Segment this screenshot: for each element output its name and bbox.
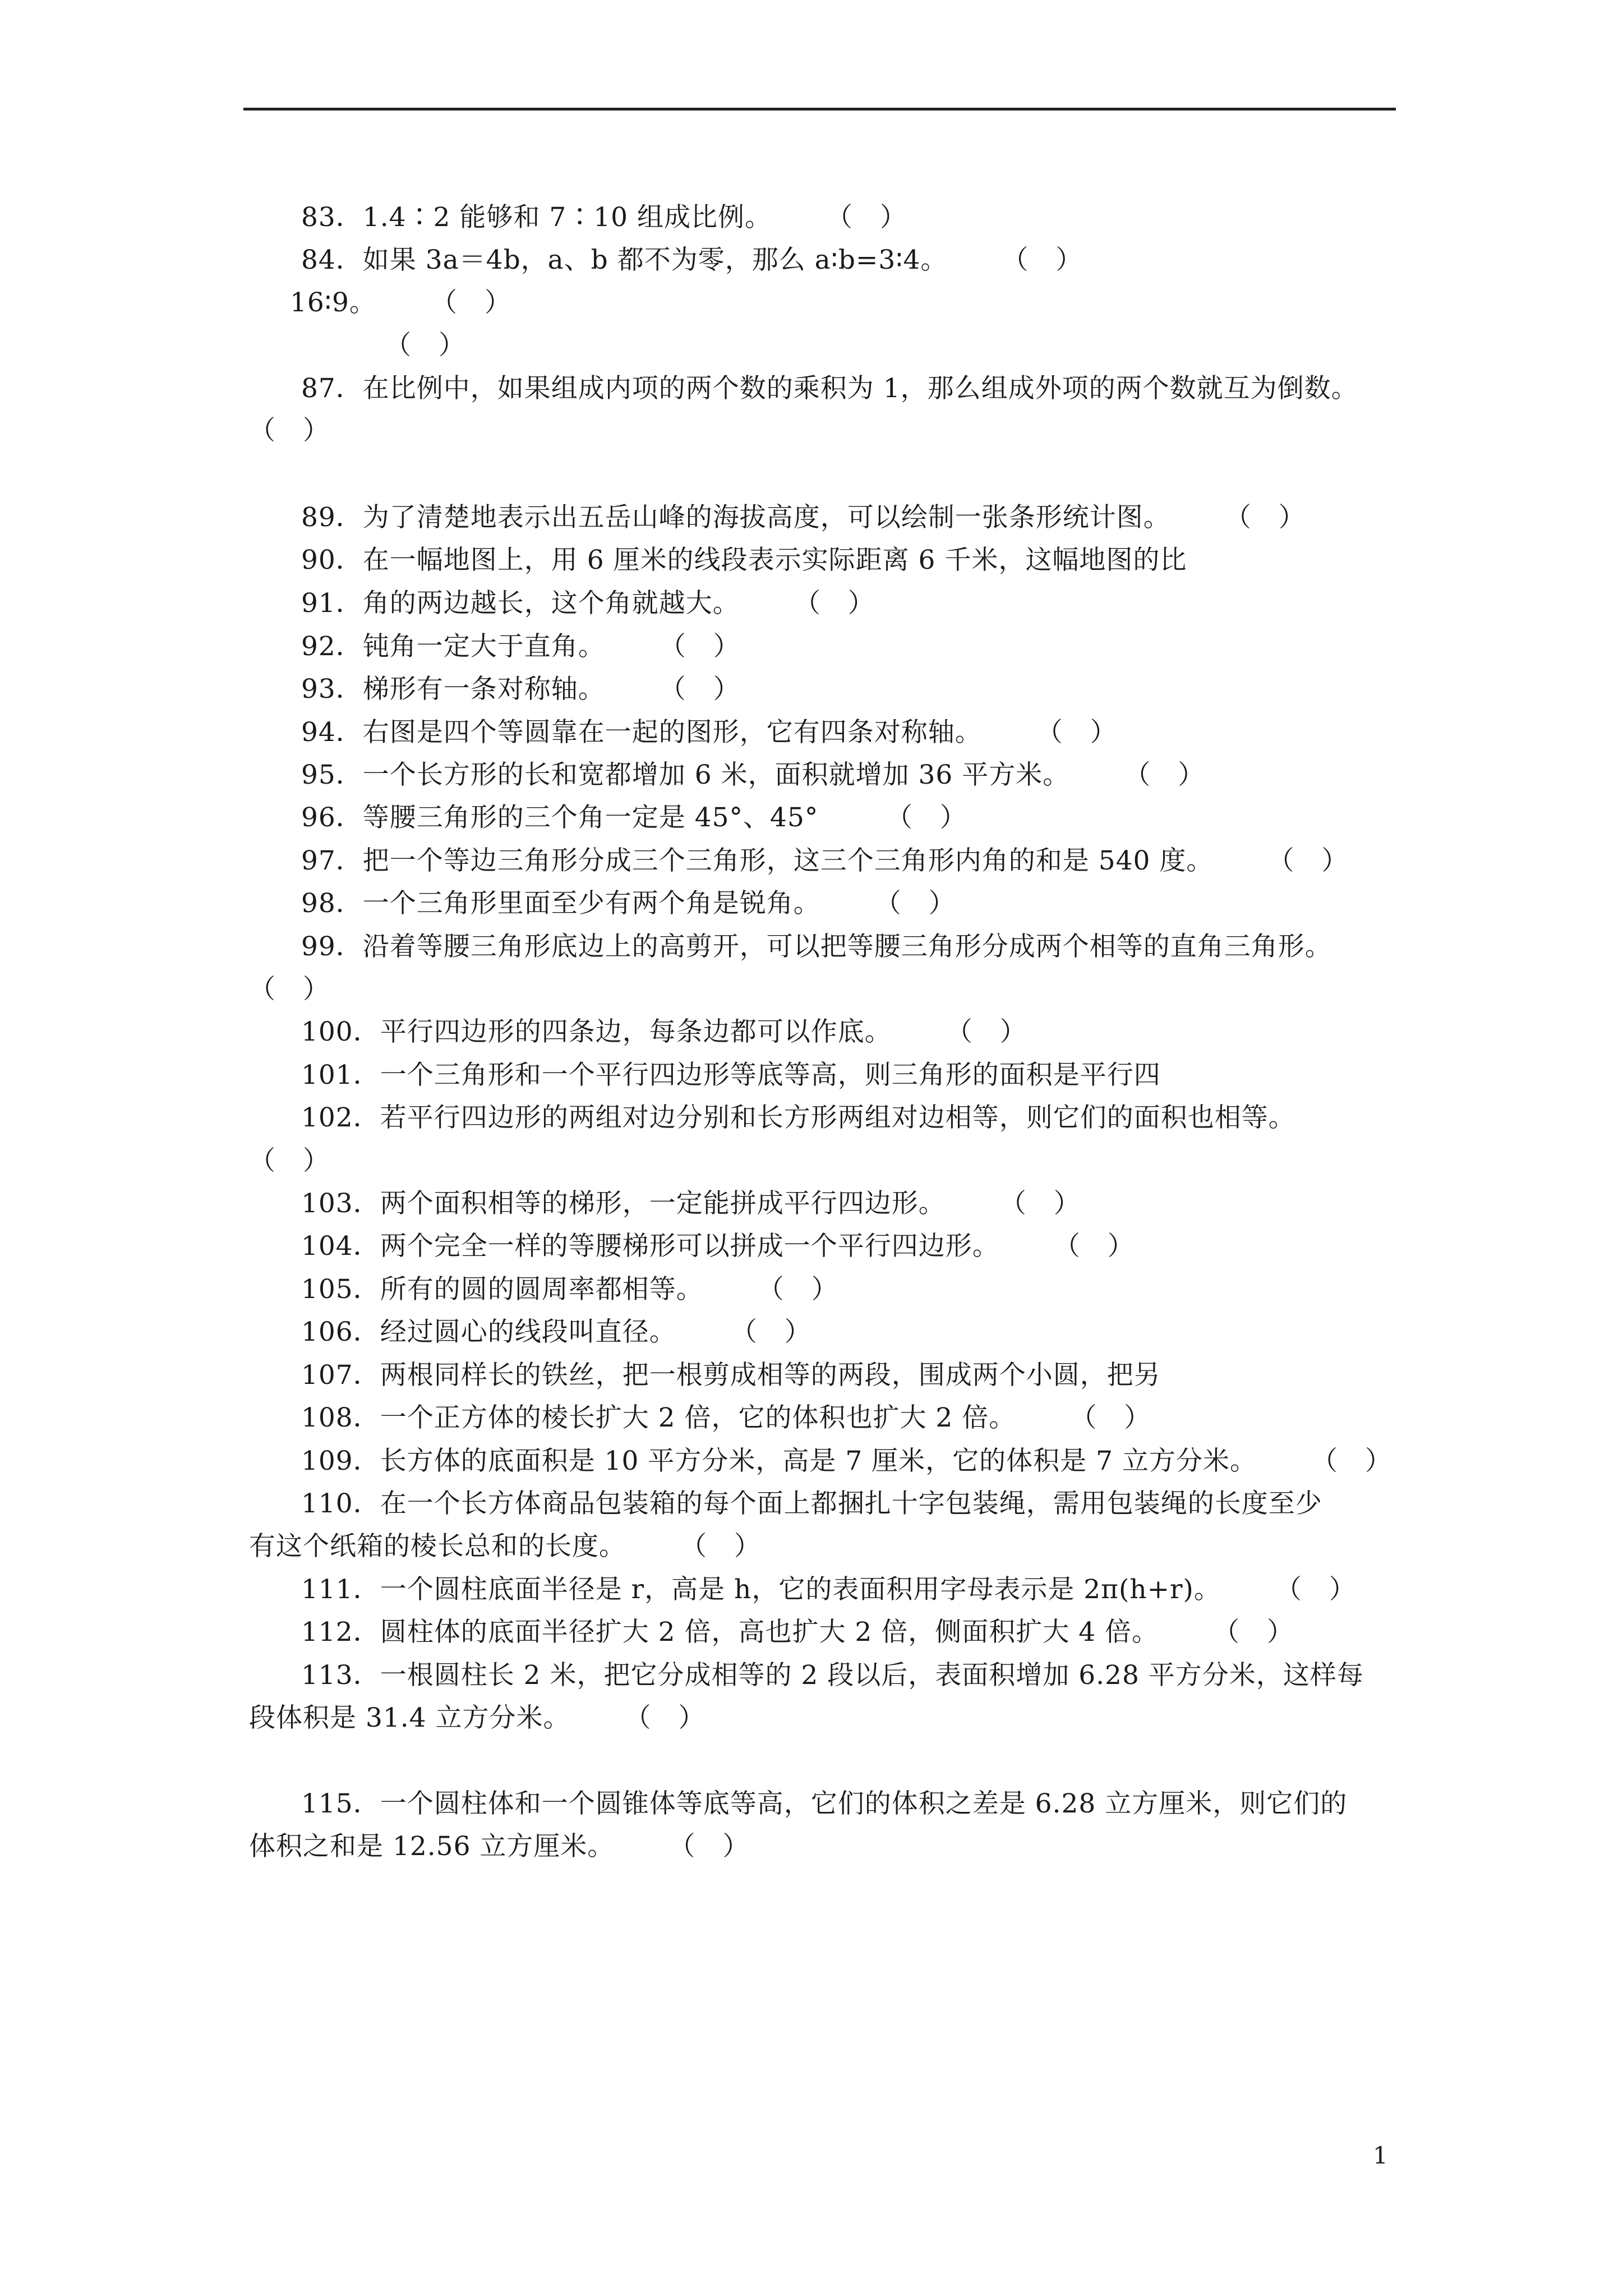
- question-87: 87．在比例中，如果组成内项的两个数的乘积为 1，那么组成外项的两个数就互为倒数。: [301, 373, 1358, 404]
- question-110-continuation: 有这个纸箱的棱长总和的长度。 （ ）: [249, 1531, 761, 1562]
- question-103: 103．两个面积相等的梯形，一定能拼成平行四边形。 （ ）: [301, 1188, 1081, 1219]
- question-109: 109．长方体的底面积是 10 平方分米，高是 7 厘米，它的体积是 7 立方分米。 （ ）: [301, 1446, 1392, 1476]
- question-93: 93．梯形有一条对称轴。 （ ）: [301, 674, 740, 705]
- question-113: 113．一根圆柱长 2 米，把它分成相等的 2 段以后，表面积增加 6.28 平方分米，这样每: [301, 1660, 1364, 1691]
- question-83: 83．1.4∶2 能够和 7∶10 组成比例。 （ ）: [301, 202, 907, 233]
- question-90: 90．在一幅地图上，用 6 厘米的线段表示实际距离 6 千米，这幅地图的比: [301, 545, 1187, 576]
- question-95: 95．一个长方形的长和宽都增加 6 米，面积就增加 36 平方米。 （ ）: [301, 760, 1205, 790]
- question-115-continuation: 体积之和是 12.56 立方厘米。 （ ）: [249, 1831, 750, 1862]
- question-100: 100．平行四边形的四条边，每条边都可以作底。 （ ）: [301, 1016, 1027, 1047]
- question-108: 108．一个正方体的棱长扩大 2 倍，它的体积也扩大 2 倍。 （ ）: [301, 1402, 1151, 1433]
- question-102: 102．若平行四边形的两组对边分别和长方形两组对边相等，则它们的面积也相等。: [301, 1102, 1295, 1133]
- question-115: 115．一个圆柱体和一个圆锥体等底等高，它们的体积之差是 6.28 立方厘米，则它们的: [301, 1788, 1348, 1819]
- question-111: 111．一个圆柱底面半径是 r，高是 h，它的表面积用字母表示是 2π(h+r)。 （ ）: [301, 1574, 1356, 1605]
- question-87-continuation: （ ）: [249, 415, 330, 446]
- question-101: 101．一个三角形和一个平行四边形等底等高，则三角形的面积是平行四: [301, 1060, 1161, 1091]
- question-99-continuation: （ ）: [249, 974, 330, 1005]
- question-86-fragment: （ ）: [385, 330, 465, 361]
- page-number: 1: [1373, 2142, 1388, 2169]
- question-104: 104．两个完全一样的等腰梯形可以拼成一个平行四边形。 （ ）: [301, 1231, 1135, 1262]
- question-102-continuation: （ ）: [249, 1145, 330, 1176]
- question-99: 99．沿着等腰三角形底边上的高剪开，可以把等腰三角形分成两个相等的直角三角形。: [301, 931, 1332, 962]
- question-98: 98．一个三角形里面至少有两个角是锐角。 （ ）: [301, 888, 956, 919]
- question-110: 110．在一个长方体商品包装箱的每个面上都捆扎十字包装绳，需用包装绳的长度至少: [301, 1488, 1322, 1519]
- question-113-continuation: 段体积是 31.4 立方分米。 （ ）: [249, 1703, 706, 1733]
- question-97: 97．把一个等边三角形分成三个三角形，这三个三角形内角的和是 540 度。 （ ）: [301, 845, 1349, 876]
- question-92: 92．钝角一定大于直角。 （ ）: [301, 631, 740, 662]
- question-106: 106．经过圆心的线段叫直径。 （ ）: [301, 1317, 811, 1347]
- header-rule: [243, 108, 1396, 111]
- question-91: 91．角的两边越长，这个角就越大。 （ ）: [301, 588, 875, 619]
- question-84: 84．如果 3a＝4b，a、b 都不为零，那么 a∶b=3∶4。 （ ）: [301, 245, 1083, 275]
- question-89: 89．为了清楚地表示出五岳山峰的海拔高度，可以绘制一张条形统计图。 （ ）: [301, 502, 1306, 533]
- question-94: 94．右图是四个等圆靠在一起的图形，它有四条对称轴。 （ ）: [301, 717, 1117, 748]
- question-85-fragment: 16∶9。 （ ）: [290, 287, 511, 318]
- question-107: 107．两根同样长的铁丝，把一根剪成相等的两段，围成两个小圆，把另: [301, 1360, 1161, 1391]
- question-105: 105．所有的圆的圆周率都相等。 （ ）: [301, 1274, 838, 1305]
- question-96: 96．等腰三角形的三个角一定是 45°、45° （ ）: [301, 802, 967, 833]
- question-112: 112．圆柱体的底面半径扩大 2 倍，高也扩大 2 倍，侧面积扩大 4 倍。 （ ）: [301, 1617, 1294, 1648]
